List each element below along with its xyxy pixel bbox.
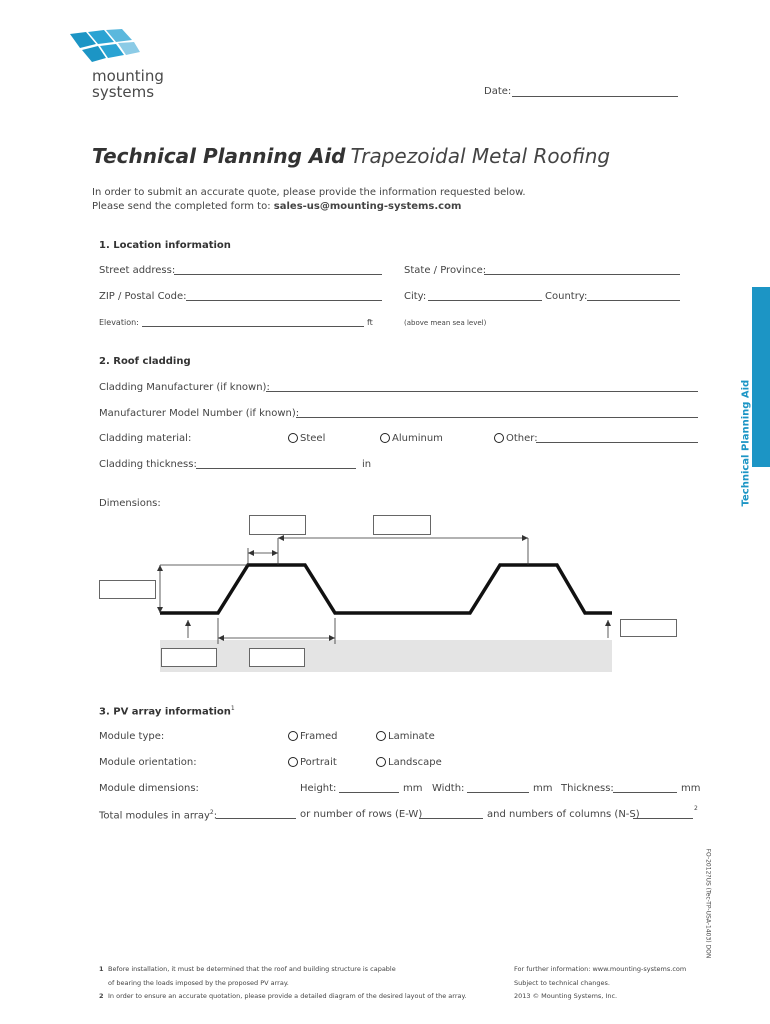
ground-area: [160, 640, 612, 672]
section3-heading-text: 3. PV array information: [99, 706, 231, 718]
country-label: Country:: [545, 291, 588, 302]
width-label: Width:: [432, 783, 465, 794]
cols-field[interactable]: [633, 818, 693, 819]
framed-radio[interactable]: [288, 731, 298, 741]
contact-line1: For further information: www.mounting-systems.com: [514, 965, 687, 973]
width-unit: mm: [533, 783, 553, 794]
section3-heading-sup: 1: [230, 705, 235, 712]
height-field[interactable]: [339, 792, 399, 793]
thickness-label: Cladding thickness:: [99, 459, 197, 470]
elevation-note: (above mean sea level): [404, 319, 487, 327]
rows-field[interactable]: [419, 818, 483, 819]
cols-label: and numbers of columns (N-S): [487, 809, 640, 820]
manufacturer-label: Cladding Manufacturer (if known):: [99, 382, 270, 393]
module-dims-label: Module dimensions:: [99, 783, 199, 794]
side-tab-label: Technical Planning Aid: [740, 379, 752, 507]
street-label: Street address:: [99, 265, 176, 276]
width-field[interactable]: [467, 792, 529, 793]
total-modules-label: [99, 809, 217, 821]
framed-label: Framed: [300, 731, 338, 742]
dim-input-rib-base[interactable]: [161, 648, 217, 667]
section1-heading: 1. Location information: [99, 240, 231, 251]
orientation-label: Module orientation:: [99, 757, 197, 768]
dim-input-bottom-width[interactable]: [249, 648, 305, 667]
portrait-radio[interactable]: [288, 757, 298, 767]
zip-label: ZIP / Postal Code:: [99, 291, 187, 302]
laminate-label: Laminate: [388, 731, 435, 742]
footnote-2-number: 2: [99, 992, 104, 1000]
landscape-radio[interactable]: [376, 757, 386, 767]
logo-text-line1: mounting: [92, 67, 164, 85]
other-label: Other:: [506, 433, 538, 444]
dim-input-pitch[interactable]: [373, 515, 431, 535]
total-modules-text: Total modules in array: [99, 810, 210, 822]
height-label: Height:: [300, 783, 337, 794]
aluminum-label: Aluminum: [392, 433, 443, 444]
height-unit: mm: [403, 783, 423, 794]
footnote-1-line2: of bearing the loads imposed by the proposed PV array.: [108, 979, 289, 987]
module-type-label: Module type:: [99, 731, 165, 742]
landscape-label: Landscape: [388, 757, 442, 768]
rows-label: or number of rows (E-W): [300, 809, 423, 820]
logo-text-line2: systems: [92, 83, 155, 101]
footnote-1-line1: Before installation, it must be determined that the roof and building structure is capable: [108, 965, 396, 973]
total-modules-colon: :: [213, 810, 218, 822]
thickness-module-label: Thickness:: [561, 783, 614, 794]
contact-line3: 2013 © Mounting Systems, Inc.: [514, 992, 618, 1000]
roof-profile: [160, 565, 612, 613]
total-modules-field[interactable]: [216, 818, 296, 819]
dim-input-top-width[interactable]: [249, 515, 306, 535]
steel-label: Steel: [300, 433, 326, 444]
footnote-1-number: 1: [99, 965, 104, 973]
sales-email-link[interactable]: sales-us@mounting-systems.com: [273, 201, 462, 212]
total-modules-sup: 2: [209, 809, 214, 816]
portrait-label: Portrait: [300, 757, 337, 768]
title-bold: Technical Planning Aid: [92, 144, 346, 168]
footnote-2-line1: In order to ensure an accurate quotation, please provide a detailed diagram of the desired layout of the array.: [108, 992, 467, 1000]
title-normal: Trapezoidal Metal Roofing: [350, 144, 611, 168]
section2-heading: 2. Roof cladding: [99, 356, 191, 367]
elevation-unit: ft: [367, 318, 373, 327]
contact-line2: Subject to technical changes.: [514, 979, 610, 987]
city-label: City:: [404, 291, 427, 302]
document-code: FO-2012?US (Tec-TP-USA-1403) DON: [704, 848, 712, 959]
cols-sup: 2: [694, 805, 698, 812]
elevation-label: Elevation:: [99, 318, 139, 327]
dimensions-label: Dimensions:: [99, 498, 161, 509]
intro-line2-prefix: Please send the completed form to:: [92, 201, 271, 212]
material-label: Cladding material:: [99, 433, 192, 444]
intro-line1: In order to submit an accurate quote, please provide the information requested below.: [92, 187, 526, 198]
dim-input-height[interactable]: [99, 580, 156, 599]
model-label: Manufacturer Model Number (if known):: [99, 408, 300, 419]
thickness-module-field[interactable]: [613, 792, 677, 793]
dim-input-thickness[interactable]: [620, 619, 677, 637]
date-label: Date:: [484, 86, 512, 97]
laminate-radio[interactable]: [376, 731, 386, 741]
thickness-module-unit: mm: [681, 783, 701, 794]
state-label: State / Province:: [404, 265, 487, 276]
thickness-unit: in: [362, 459, 372, 470]
section3-heading: [99, 705, 235, 717]
